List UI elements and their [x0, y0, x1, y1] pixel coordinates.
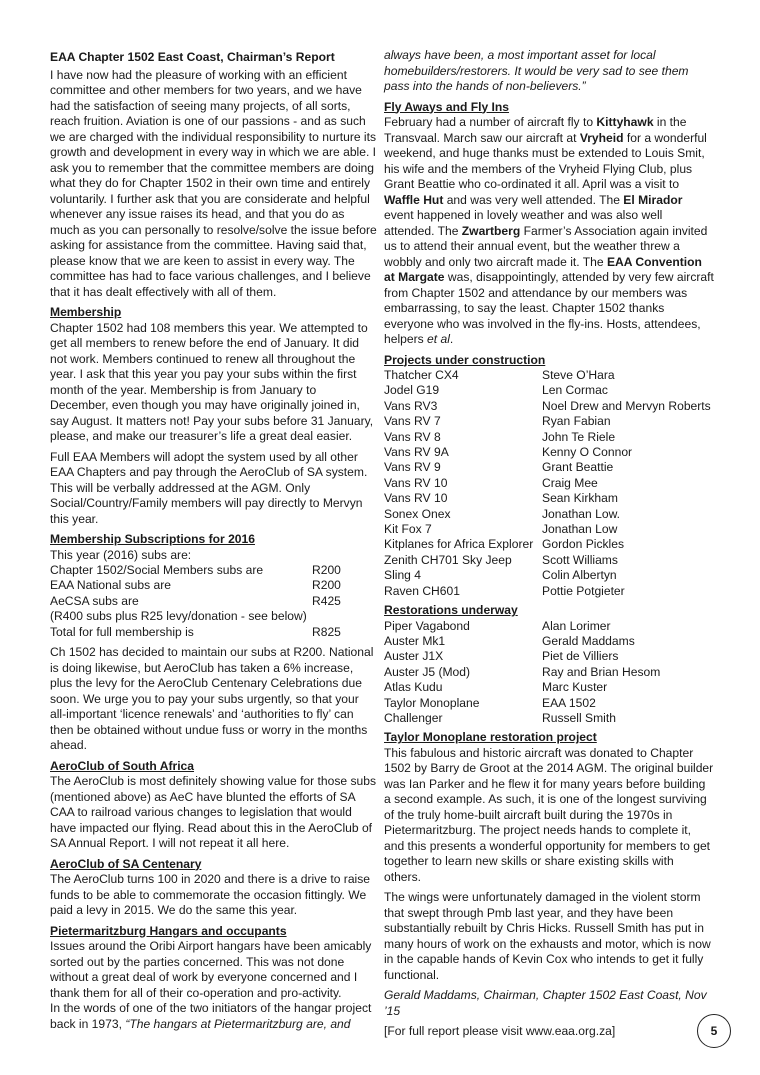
- project-row-first-cell: Kitplanes for Africa Explorer: [384, 537, 534, 552]
- hangars-text: In the words of one of the two initiators of the hangar project back in 1973,: [50, 1001, 372, 1031]
- project-row-second-cell: Len Cormac: [542, 383, 608, 398]
- restoration-row-first-cell: Auster Mk1: [384, 634, 446, 648]
- page-number: 5: [697, 1014, 731, 1048]
- flyaways-paragraph: [384, 115, 714, 348]
- taylor-paragraph-2: The wings were unfortunately damaged in the violent storm that swept through Pmb last year, and they have been substantially rebuilt by Chris Hicks. Russell Smith has put in many hours of work on the exhausts and motor, which is now in the capable hands of Kevin Cox who intends to get it fully functional.: [384, 890, 711, 982]
- flyaways-text-3: for a wonderful weekend, and huge thanks must be extended to Louis Smit, his wife and the members of the Vryheid Flying Club, plus Grant Beattie who co-ordinated it all. April was a visit to: [384, 130, 707, 191]
- flyaways-text-5: event happened in lovely weather and was also well attended. The: [384, 208, 663, 238]
- hangars-paragraph-1: Issues around the Oribi Airport hangars have been amicably sorted out by the parties concerned. This was not done without a great deal of work by everyone concerned and I thank them for all of their co-operation and pro-activity.: [50, 939, 372, 1000]
- project-row: [384, 476, 711, 491]
- subscription-row-second-cell: R200: [312, 563, 341, 577]
- project-row-first-cell: Vans RV 9A: [384, 445, 449, 460]
- flyaways-el-mirador: El Mirador: [623, 192, 683, 207]
- hangars-quote-start: “The hangars at Pietermaritzburg are, and: [125, 1016, 351, 1031]
- subscription-row: [50, 625, 341, 640]
- project-row: [384, 414, 711, 429]
- project-row-second-cell: Grant Beattie: [542, 460, 614, 475]
- project-row-second-cell: Jonathan Low.: [542, 506, 621, 521]
- restoration-row-first-cell: Atlas Kudu: [384, 680, 443, 695]
- flyaways-et-al: et al: [427, 332, 450, 346]
- restoration-row: [384, 680, 660, 695]
- subscription-row-second-cell: R825: [312, 624, 341, 639]
- flyaways-heading: Fly Aways and Fly Ins: [384, 99, 510, 114]
- project-row-first-cell: Sonex Onex: [384, 506, 451, 521]
- restoration-row-first-cell: Auster J5 (Mod): [384, 664, 471, 679]
- restoration-row-second-cell: Alan Lorimer: [542, 618, 611, 633]
- subscription-row-second-cell: R425: [312, 593, 341, 608]
- project-row: [384, 460, 711, 475]
- right-column: [384, 50, 714, 1045]
- signature: Gerald Maddams, Chairman, Chapter 1502 East Coast, Nov ’15: [384, 988, 707, 1018]
- flyaways-zwartberg: Zwartberg: [461, 223, 521, 238]
- project-row: [384, 368, 711, 383]
- project-row-second-cell: Gordon Pickles: [542, 537, 625, 552]
- project-row-first-cell: Vans RV3: [384, 398, 438, 413]
- project-row-second-cell: Steve O’Hara: [542, 368, 615, 382]
- project-row: [384, 491, 711, 506]
- hangars-heading: Pietermaritzburg Hangars and occupants: [50, 923, 287, 938]
- subscription-row-second-cell: [312, 609, 341, 624]
- project-row-first-cell: Sling 4: [384, 568, 421, 583]
- subscriptions-intro: This year (2016) subs are:: [50, 547, 192, 562]
- intro-paragraph: I have now had the pleasure of working with an efficient committee and other members for two years, and we have had the satisfaction of seeing many projects, of all sorts, reach fruition. Aviation is one of our passions - and as such we are charged with the individual responsibility to nurture its growth and development in every way in which we are able. I ask you to remember that the committee members are doing what they do for Chapter 1502 in their own time and entirely voluntarily. I further ask that you are considerate and helpful whenever any issue raises its head, and that you do as much as you can personally to resolve/solve the issue before asking for assistance from the committee. Having said that, please know that we are keen to assist in every way. The committee has had to face various challenges, and I believe that it has dealt effectively with all of them.: [50, 67, 377, 299]
- restoration-row: [384, 634, 660, 649]
- restoration-row-second-cell: Gerald Maddams: [542, 634, 635, 648]
- flyaways-text-6: Farmer’s Association again invited us to attend their annual event, but the weather threw a wobbly and only two aircraft made it. The: [384, 223, 708, 269]
- subscription-row: [50, 563, 341, 578]
- projects-table: [384, 368, 711, 599]
- project-row-second-cell: Sean Kirkham: [542, 491, 618, 506]
- project-row: [384, 553, 711, 568]
- project-row-first-cell: Raven CH601: [384, 583, 460, 598]
- subscription-row: [50, 594, 341, 609]
- project-row-second-cell: Kenny O Connor: [542, 445, 633, 460]
- flyaways-waffle-hut: Waffle Hut: [384, 192, 444, 207]
- project-row-second-cell: Scott Williams: [542, 552, 618, 567]
- project-row-second-cell: Colin Albertyn: [542, 568, 617, 583]
- subscription-row-first-cell: EAA National subs are: [50, 578, 172, 593]
- project-row-second-cell: Noel Drew and Mervyn Roberts: [542, 398, 711, 413]
- flyaways-text-2: in the Transvaal. March saw our aircraft at: [384, 115, 687, 145]
- subscription-row-first-cell: Total for full membership is: [50, 624, 194, 639]
- restoration-row-second-cell: Ray and Brian Hesom: [542, 664, 661, 679]
- restoration-row: [384, 619, 660, 634]
- flyaways-text-1: February had a number of aircraft fly to: [384, 115, 597, 129]
- project-row: [384, 584, 711, 599]
- subscriptions-table: [50, 563, 341, 640]
- restoration-row: [384, 711, 660, 726]
- project-row: [384, 568, 711, 583]
- flyaways-text-4: and was very well attended. The: [443, 192, 624, 207]
- restoration-row: [384, 665, 660, 680]
- project-row: [384, 445, 711, 460]
- report-title: EAA Chapter 1502 East Coast, Chairman’s Report: [50, 50, 335, 64]
- project-row-first-cell: Vans RV 8: [384, 429, 441, 444]
- subscription-row-second-cell: R200: [312, 578, 341, 593]
- restoration-row-second-cell: Russell Smith: [542, 711, 616, 726]
- aeroclub-heading: AeroClub of South Africa: [50, 758, 195, 773]
- subscriptions-heading: Membership Subscriptions for 2016: [50, 532, 255, 546]
- project-row: [384, 537, 711, 552]
- project-row-first-cell: Jodel G19: [384, 383, 440, 398]
- project-row-second-cell: Craig Mee: [542, 475, 598, 490]
- project-row: [384, 430, 711, 445]
- flyaways-vryheid: Vryheid: [579, 130, 624, 145]
- restoration-row: [384, 649, 660, 664]
- project-row-first-cell: Vans RV 9: [384, 460, 441, 475]
- flyaways-text-8: .: [449, 332, 454, 346]
- project-row: [384, 507, 711, 522]
- project-row: [384, 399, 711, 414]
- footer-note: [For full report please visit www.eaa.org.za]: [384, 1024, 616, 1039]
- project-row: [384, 383, 711, 398]
- hangars-quote-end: always have been, a most important asset for local homebuilders/restorers. It would be very sad to see them pass into the hands of non-believers.”: [384, 48, 689, 93]
- project-row-first-cell: Kit Fox 7: [384, 522, 432, 537]
- left-column: [50, 50, 377, 1032]
- flyaways-kittyhawk: Kittyhawk: [596, 115, 654, 129]
- restoration-row: [384, 696, 660, 711]
- restoration-row-first-cell: Piper Vagabond: [384, 618, 470, 633]
- subscription-row-first-cell: Chapter 1502/Social Members subs are: [50, 563, 264, 577]
- project-row-second-cell: Pottie Potgieter: [542, 583, 625, 598]
- project-row-first-cell: Thatcher CX4: [384, 368, 459, 382]
- restoration-row-first-cell: Auster J1X: [384, 649, 444, 664]
- taylor-paragraph-1: This fabulous and historic aircraft was donated to Chapter 1502 by Barry de Groot at the 2014 AGM. The original builder was Ian Parker and he flew it for many years before building a second example. As such, it is one of the longest surviving of the truly home-built aircraft built during the 1970s in Pietermaritzburg. The project needs hands to complete it, and this presents a wonderful opportunity for members to get together to learn new skills or share existing skills with others.: [384, 745, 714, 884]
- subscription-row: [50, 609, 341, 624]
- restoration-row-second-cell: Piet de Villiers: [542, 649, 619, 664]
- project-row-first-cell: Vans RV 10: [384, 475, 448, 490]
- project-row-first-cell: Zenith CH701 Sky Jeep: [384, 552, 512, 567]
- restoration-row-first-cell: Taylor Monoplane: [384, 695, 480, 710]
- aeroclub-paragraph: The AeroClub is most definitely showing value for those subs (mentioned above) as AeC have blunted the efforts of SA CAA to railroad various changes to legislation that would have impacted our flying. Read about this in the AeroClub of SA Annual Report. I will not repeat it all here.: [50, 774, 377, 851]
- subscription-row-first-cell: (R400 subs plus R25 levy/donation - see below): [50, 609, 307, 624]
- subscription-row-first-cell: AeCSA subs are: [50, 593, 139, 608]
- flyaways-eaa-convention: EAA Convention at Margate: [384, 254, 702, 284]
- projects-heading: Projects under construction: [384, 352, 546, 367]
- flyaways-text-7: was, disappointingly, attended by very few aircraft from Chapter 1502 and attendance by our members was embarrassing, to say the least. Chapter 1502 thanks everyone who was involved in the fly-ins. Hosts, attendees, helpers: [384, 270, 714, 346]
- project-row-second-cell: Ryan Fabian: [542, 414, 611, 429]
- restoration-row-second-cell: EAA 1502: [542, 695, 596, 710]
- project-row-second-cell: Jonathan Low: [542, 522, 618, 537]
- centenary-heading: AeroClub of SA Centenary: [50, 856, 202, 871]
- membership-heading: Membership: [50, 305, 122, 319]
- restorations-table: [384, 619, 660, 727]
- restoration-row-first-cell: Challenger: [384, 711, 443, 726]
- membership-paragraph-2: Full EAA Members will adopt the system used by all other EAA Chapters and pay through the AeroClub of SA system. This will be verbally addressed at the AGM. Only Social/Country/Family members will pay directly to Mervyn this year.: [50, 449, 368, 526]
- membership-paragraph-1: Chapter 1502 had 108 members this year. We attempted to get all members to renew before the end of January. It did not work. Members continued to renew all throughout the year. I ask that this year you pay your subs within the first month of the year. Membership is from January to December, even though you may have originally joined in, say August. It matters not! Pay your subs before 31 January, please, and make our treasurer’s life a great deal easier.: [50, 320, 374, 443]
- centenary-paragraph: The AeroClub turns 100 in 2020 and there is a drive to raise funds to be able to commemorate the occasion fittingly. We paid a levy in 2015. We do the same this year.: [50, 872, 371, 918]
- subscription-row: [50, 578, 341, 593]
- project-row-second-cell: John Te Riele: [542, 429, 616, 444]
- project-row: [384, 522, 711, 537]
- restoration-row-second-cell: Marc Kuster: [542, 680, 608, 695]
- subscriptions-note: Ch 1502 has decided to maintain our subs at R200. National is doing likewise, but AeroClub has taken a 6% increase, plus the levy for the AeroClub Centenary Celebrations due soon. We urge you to pay your subs urgently, so that your all-important ‘licence renewals’ and ‘authorities to fly’ can then be obtained without undue fuss or worry in the months ahead.: [50, 645, 374, 753]
- restorations-heading: Restorations underway: [384, 603, 518, 618]
- project-row-first-cell: Vans RV 7: [384, 414, 441, 429]
- hangars-paragraph-2: [50, 1001, 377, 1032]
- taylor-heading: Taylor Monoplane restoration project: [384, 730, 597, 745]
- project-row-first-cell: Vans RV 10: [384, 491, 448, 506]
